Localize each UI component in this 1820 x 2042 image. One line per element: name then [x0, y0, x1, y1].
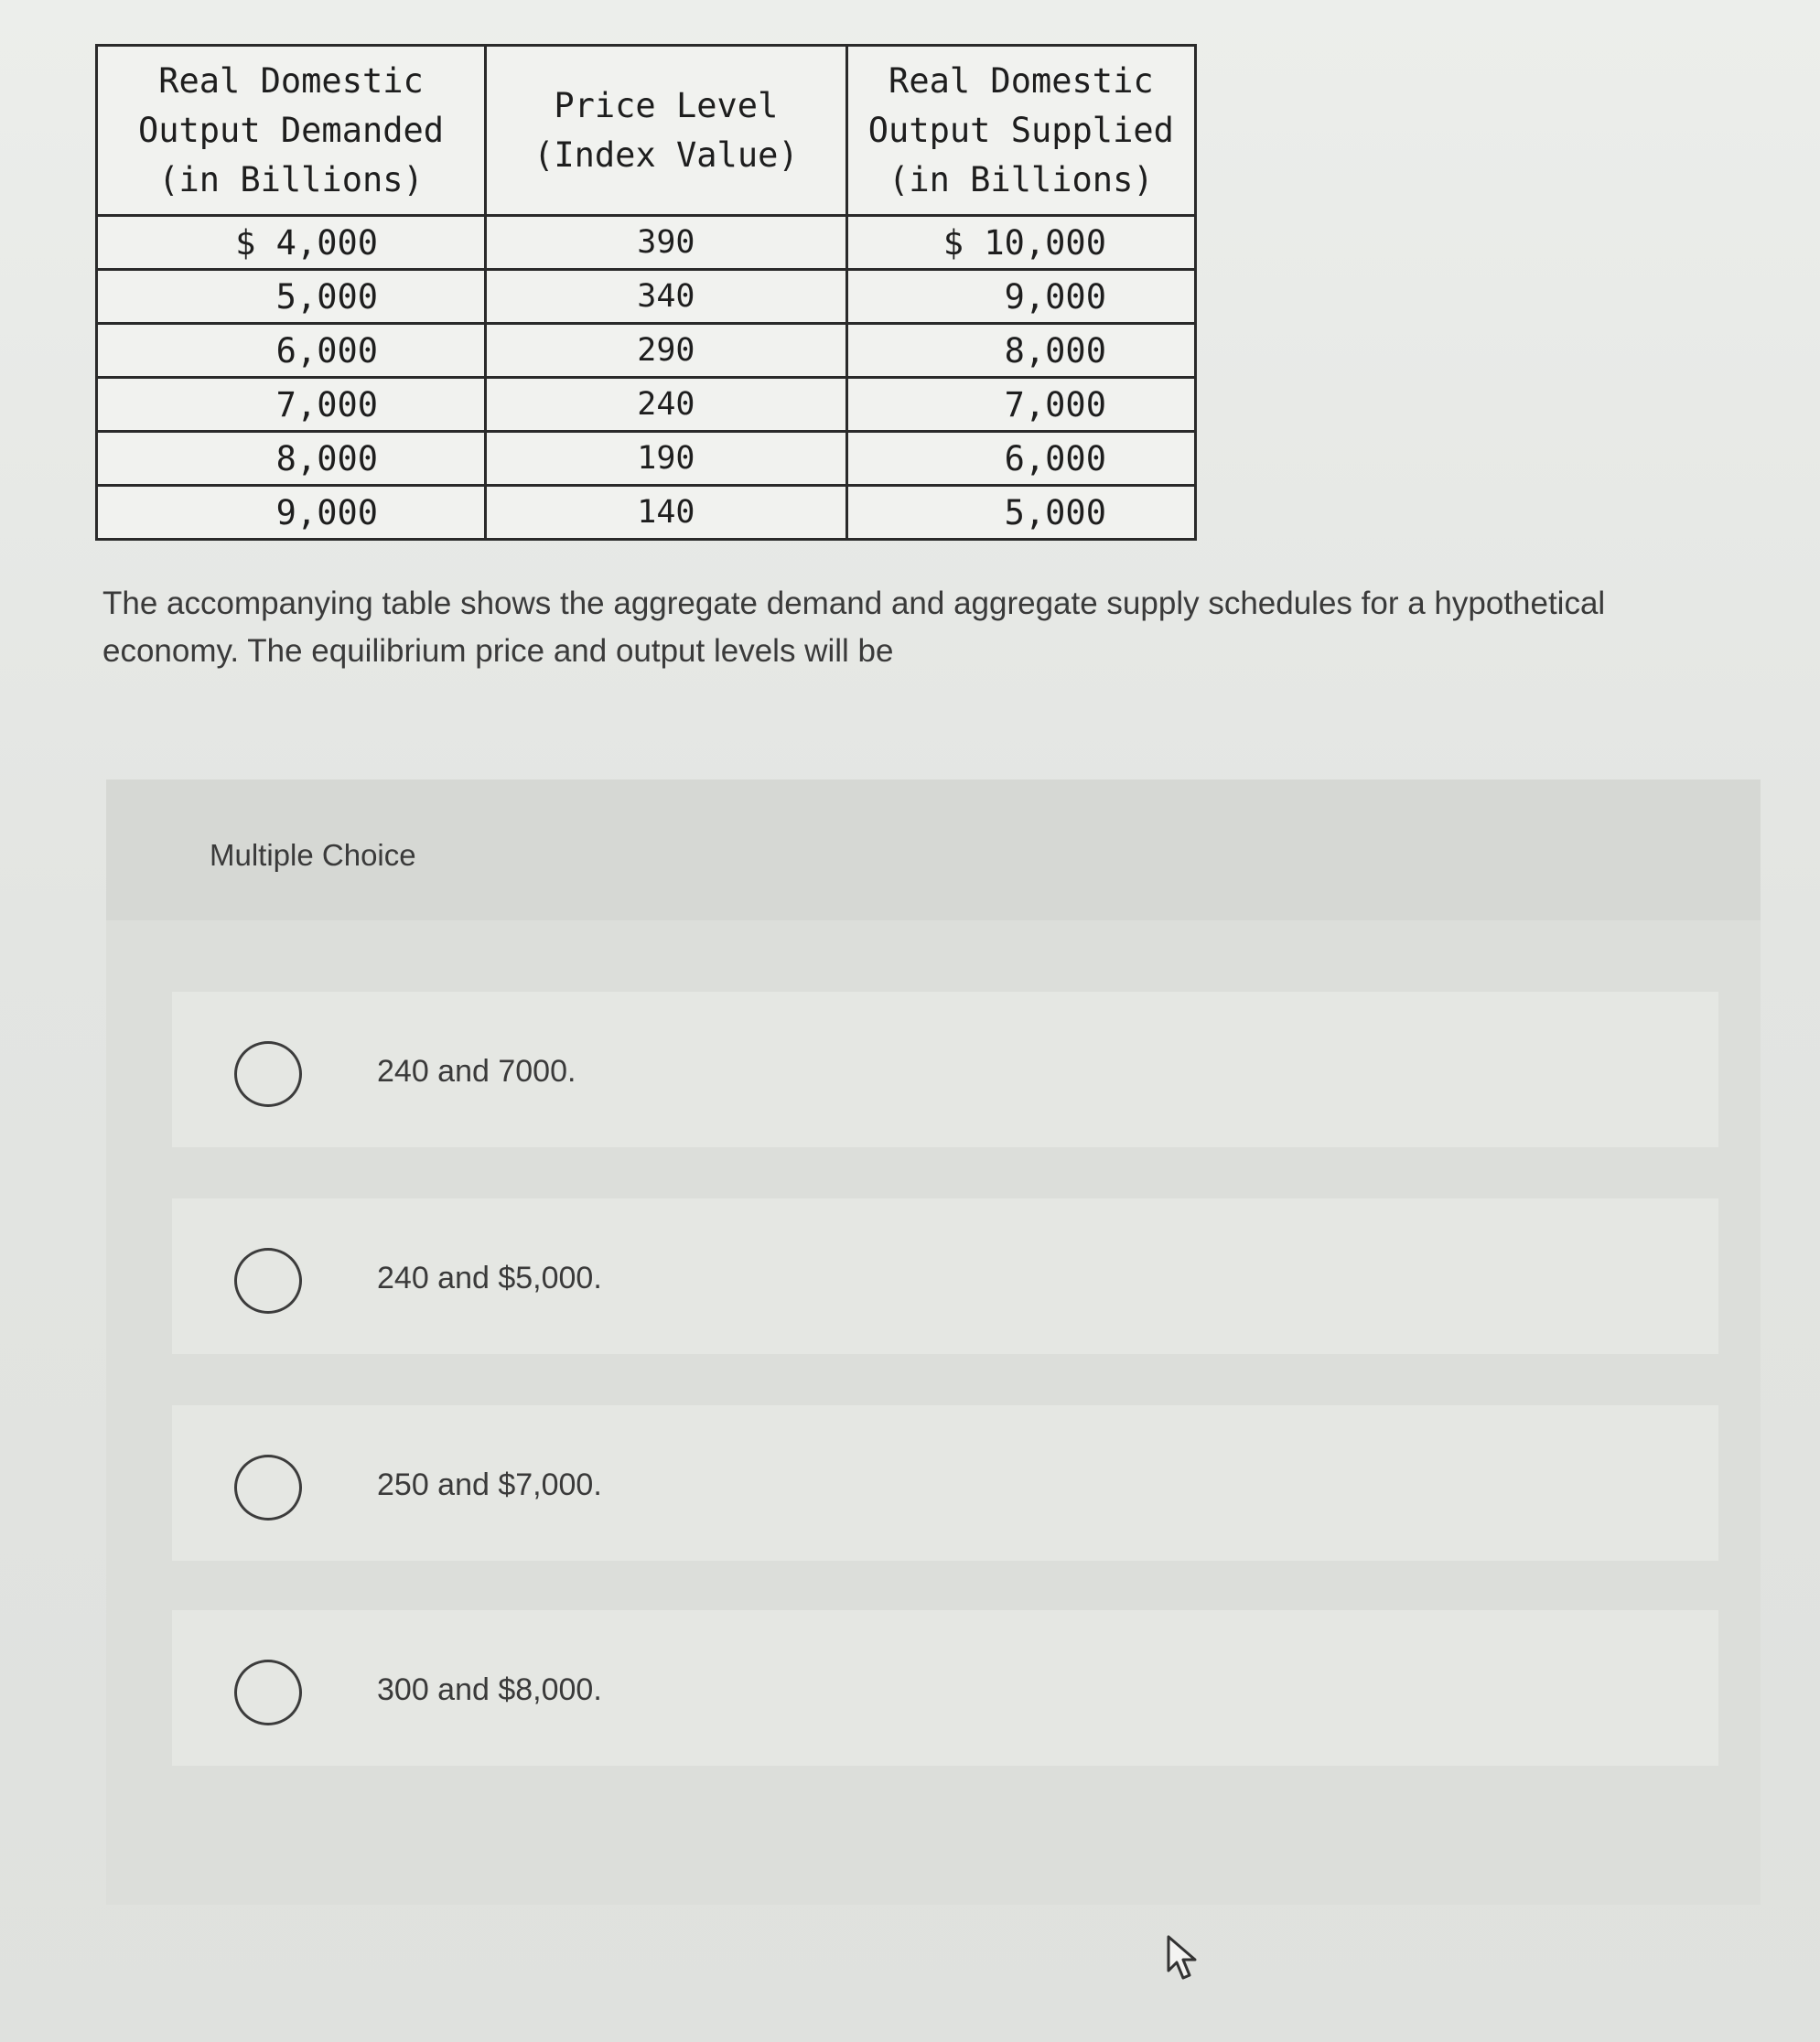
- schedule-table: [95, 44, 1197, 541]
- cell-price-level: 240: [486, 378, 847, 432]
- question-text: The accompanying table shows the aggregate demand and aggregate supply schedules for a hypothetical economy. The equilibrium price and output levels will be: [102, 586, 1606, 669]
- table-row: [97, 432, 1196, 486]
- choice-label: 240 and $5,000.: [377, 1261, 602, 1295]
- cell-price-level: 390: [486, 216, 847, 270]
- cell-output-demanded: $ 4,000: [97, 216, 486, 270]
- cell-output-supplied: 7,000: [846, 378, 1195, 432]
- multiple-choice-panel: [106, 779, 1761, 1905]
- cell-output-supplied: 5,000: [846, 486, 1195, 540]
- header-price-level: Price Level (Index Value): [486, 46, 847, 216]
- header-output-supplied: Real Domestic Output Supplied (in Billions): [846, 46, 1195, 216]
- choice-label: 300 and $8,000.: [377, 1672, 602, 1707]
- table-row: [97, 324, 1196, 378]
- cell-price-level: 290: [486, 324, 847, 378]
- cell-price-level: 190: [486, 432, 847, 486]
- table-row: [97, 270, 1196, 324]
- table-row: [97, 486, 1196, 540]
- choice-label: 240 and 7000.: [377, 1054, 576, 1089]
- cell-output-demanded: 9,000: [97, 486, 486, 540]
- cell-output-supplied: 6,000: [846, 432, 1195, 486]
- header-output-demanded: Real Domestic Output Demanded (in Billions): [97, 46, 486, 216]
- cell-output-supplied: 9,000: [846, 270, 1195, 324]
- multiple-choice-header: [106, 779, 1761, 920]
- cell-output-supplied: $ 10,000: [846, 216, 1195, 270]
- choice-option-3[interactable]: [172, 1405, 1718, 1561]
- table-header-row: [97, 46, 1196, 216]
- choice-option-4[interactable]: [172, 1610, 1718, 1766]
- cell-price-level: 340: [486, 270, 847, 324]
- radio-unselected-icon[interactable]: [234, 1248, 302, 1314]
- radio-unselected-icon[interactable]: [234, 1455, 302, 1521]
- cell-output-demanded: 8,000: [97, 432, 486, 486]
- choice-label: 250 and $7,000.: [377, 1467, 602, 1502]
- cell-output-demanded: 7,000: [97, 378, 486, 432]
- mouse-pointer-icon: [1166, 1934, 1199, 1982]
- choice-option-1[interactable]: [172, 992, 1718, 1147]
- radio-unselected-icon[interactable]: [234, 1660, 302, 1725]
- cell-output-demanded: 5,000: [97, 270, 486, 324]
- radio-unselected-icon[interactable]: [234, 1041, 302, 1107]
- choice-option-2[interactable]: [172, 1198, 1718, 1354]
- multiple-choice-title: Multiple Choice: [210, 838, 416, 872]
- table-row: [97, 216, 1196, 270]
- cell-output-demanded: 6,000: [97, 324, 486, 378]
- cell-output-supplied: 8,000: [846, 324, 1195, 378]
- table-row: [97, 378, 1196, 432]
- cell-price-level: 140: [486, 486, 847, 540]
